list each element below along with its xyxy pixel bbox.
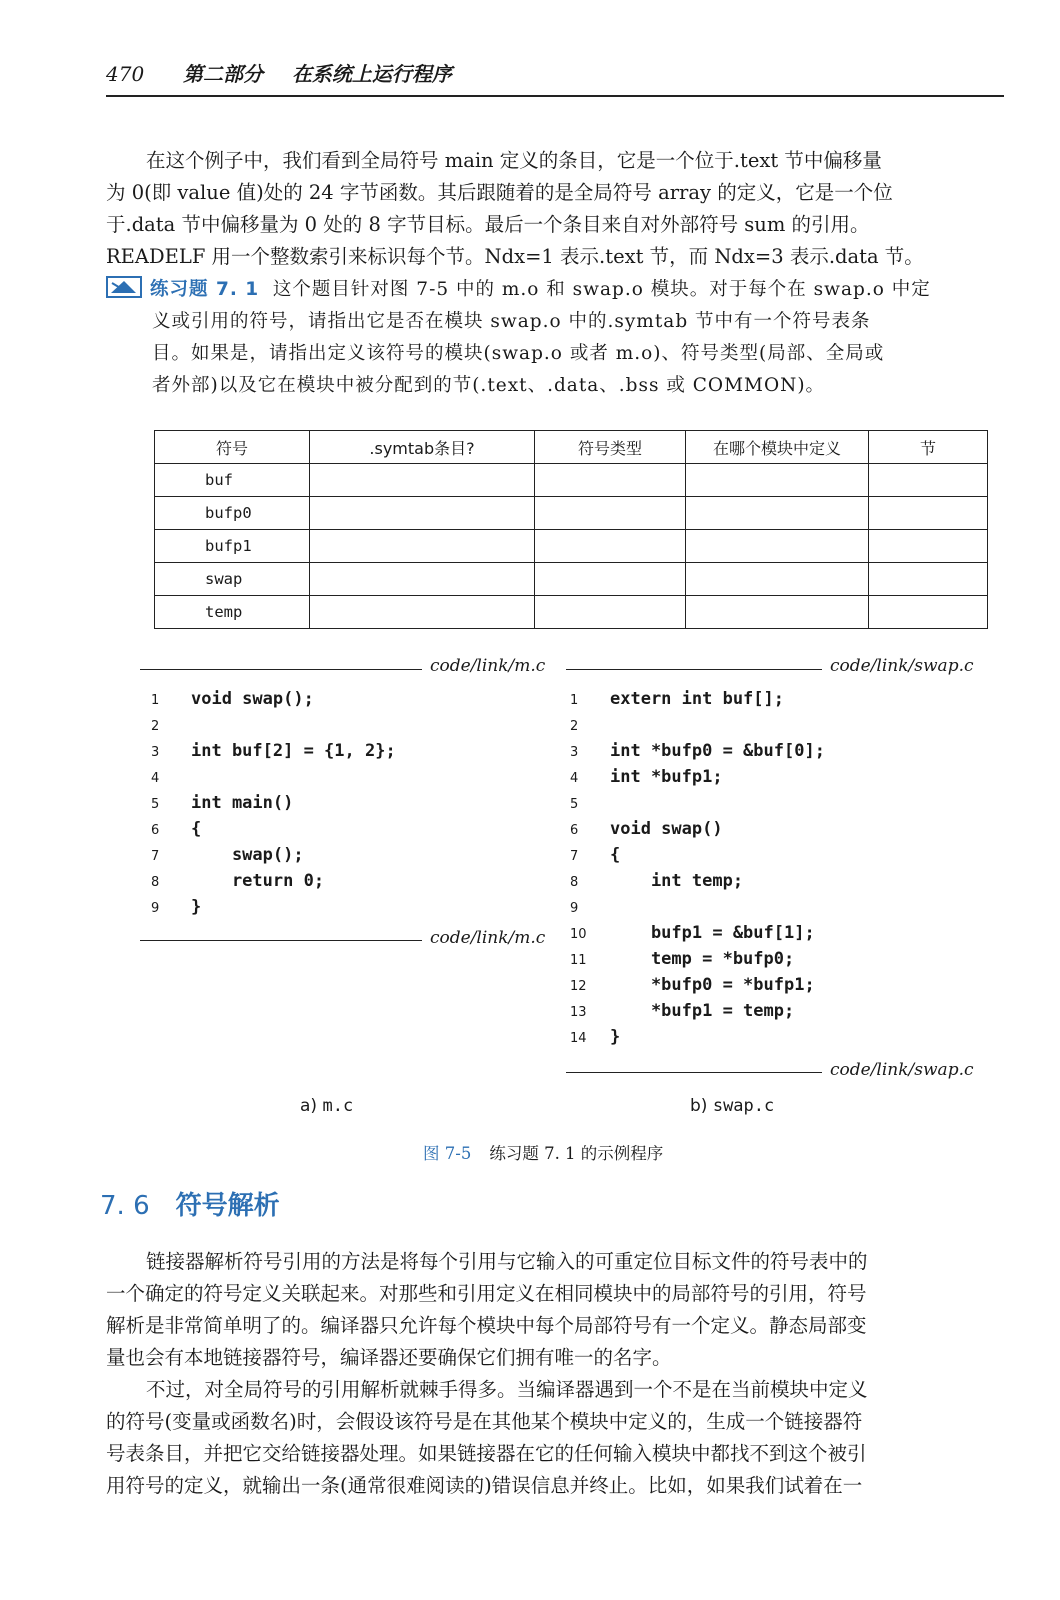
- right-code-listing: [570, 686, 825, 1050]
- line-number: 11: [570, 953, 587, 968]
- code-rule: [566, 1072, 822, 1073]
- symbol-cell: temp: [155, 596, 310, 629]
- code-rule: [140, 940, 422, 941]
- line-number: 7: [570, 849, 579, 864]
- code-line: [151, 712, 396, 738]
- line-number: 5: [151, 797, 160, 812]
- paragraph-line: 不过，对全局符号的引用解析就棘手得多。当编译器遇到一个不是在当前模块中定义: [146, 1378, 868, 1401]
- code-text: bufp1 = &buf[1];: [610, 923, 815, 943]
- answer-cell[interactable]: [310, 530, 535, 563]
- code-line: [151, 790, 396, 816]
- code-text: *bufp1 = temp;: [610, 1001, 795, 1021]
- code-text: {: [191, 819, 202, 839]
- line-number: 8: [570, 875, 579, 890]
- body-paragraph: [106, 1246, 1006, 1374]
- table-header-row: [155, 431, 988, 464]
- line-number: 9: [151, 901, 160, 916]
- subcaption-file: m.c: [322, 1096, 354, 1116]
- paragraph-line: 链接器解析符号引用的方法是将每个引用与它输入的可重定位目标文件的符号表中的: [146, 1250, 868, 1273]
- figure-caption: [423, 1140, 663, 1164]
- paragraph-line: 为 0(即 value 值)处的 24 字节函数。其后跟随着的是全局符号 array 的定义，它是一个位: [106, 181, 893, 204]
- answer-cell[interactable]: [686, 596, 869, 629]
- answer-cell[interactable]: [869, 497, 988, 530]
- exercise-label: 练习题 7. 1: [150, 279, 260, 300]
- answer-cell[interactable]: [535, 497, 686, 530]
- code-text: int *bufp1;: [610, 767, 723, 787]
- left-code-listing: [151, 686, 396, 920]
- code-line: [570, 842, 825, 868]
- line-number: 6: [570, 823, 579, 838]
- table-row: [155, 563, 988, 596]
- symbol-cell: buf: [155, 464, 310, 497]
- exercise-line: 这个题目针对图 7-5 中的 m.o 和 swap.o 模块。对于每个在 swap.o 中定: [272, 279, 931, 300]
- line-number: 5: [570, 797, 579, 812]
- code-line: [570, 790, 825, 816]
- symbol-cell: bufp1: [155, 530, 310, 563]
- section-heading: [100, 1185, 280, 1222]
- right-file-label: code/link/swap.c: [830, 1060, 974, 1080]
- answer-cell[interactable]: [535, 464, 686, 497]
- answer-cell[interactable]: [869, 464, 988, 497]
- code-line: [570, 738, 825, 764]
- page-header: [106, 58, 1004, 97]
- subcaption-a: [300, 1096, 353, 1116]
- right-file-label: code/link/swap.c: [830, 656, 974, 676]
- code-text: swap();: [191, 845, 304, 865]
- subcaption-b: [690, 1096, 774, 1116]
- answer-cell[interactable]: [869, 530, 988, 563]
- line-number: 1: [570, 693, 579, 708]
- code-line: [151, 686, 396, 712]
- line-number: 2: [151, 719, 160, 734]
- exercise-line: 目。如果是，请指出定义该符号的模块(swap.o 或者 m.o)、符号类型(局部、全局或: [152, 343, 885, 364]
- line-number: 8: [151, 875, 160, 890]
- code-line: [151, 816, 396, 842]
- code-text: {: [610, 845, 621, 865]
- table-row: [155, 464, 988, 497]
- section-number: 7. 6: [100, 1191, 150, 1221]
- line-number: 9: [570, 901, 579, 916]
- paragraph-line: 用符号的定义，就输出一条(通常很难阅读的)错误信息并终止。比如，如果我们试着在一: [106, 1474, 863, 1497]
- body-paragraph: [106, 1374, 1006, 1502]
- code-line: [570, 920, 825, 946]
- code-text: temp = *bufp0;: [610, 949, 795, 969]
- symbol-table: [154, 430, 988, 629]
- part-label: 第二部分: [182, 62, 263, 86]
- answer-cell[interactable]: [869, 563, 988, 596]
- column-header: .symtab条目?: [310, 431, 535, 464]
- line-number: 13: [570, 1005, 587, 1020]
- code-line: [151, 764, 396, 790]
- paragraph-line: 于.data 节中偏移量为 0 处的 8 字节目标。最后一个条目来自对外部符号 sum 的引用。: [106, 213, 870, 236]
- table-row: [155, 497, 988, 530]
- figure-number: 图 7-5: [423, 1144, 472, 1163]
- code-line: [151, 868, 396, 894]
- exercise-line: 者外部)以及它在模块中被分配到的节(.text、.data、.bss 或 COMMON)。: [152, 375, 826, 396]
- subcaption-prefix: b): [690, 1096, 713, 1116]
- code-text: *bufp0 = *bufp1;: [610, 975, 815, 995]
- line-number: 3: [570, 745, 579, 760]
- line-number: 4: [151, 771, 160, 786]
- table-row: [155, 530, 988, 563]
- code-line: [570, 816, 825, 842]
- code-text: void swap();: [191, 689, 314, 709]
- pencil-icon: [106, 275, 142, 299]
- column-header: 符号类型: [535, 431, 686, 464]
- code-line: [570, 946, 825, 972]
- line-number: 12: [570, 979, 587, 994]
- code-line: [570, 764, 825, 790]
- line-number: 2: [570, 719, 579, 734]
- exercise-block: [106, 274, 1006, 402]
- answer-cell[interactable]: [686, 530, 869, 563]
- answer-cell[interactable]: [310, 563, 535, 596]
- paragraph-line: 号表条目，并把它交给链接器处理。如果链接器在它的任何输入模块中都找不到这个被引: [106, 1442, 867, 1465]
- paragraph-line: READELF 用一个整数索引来标识每个节。Ndx=1 表示.text 节，而 Ndx=3 表示.data 节。: [106, 245, 924, 268]
- line-number: 4: [570, 771, 579, 786]
- paragraph-line: 在这个例子中，我们看到全局符号 main 定义的条目，它是一个位于.text 节中偏移量: [146, 149, 882, 172]
- answer-cell[interactable]: [310, 596, 535, 629]
- code-line: [570, 686, 825, 712]
- line-number: 1: [151, 693, 160, 708]
- symbol-cell: bufp0: [155, 497, 310, 530]
- paragraph-line: 一个确定的符号定义关联起来。对那些和引用定义在相同模块中的局部符号的引用，符号: [106, 1282, 867, 1305]
- code-text: int main(): [191, 793, 294, 813]
- line-number: 3: [151, 745, 160, 760]
- section-title: 符号解析: [175, 1191, 280, 1221]
- code-rule: [140, 669, 422, 670]
- code-rule: [566, 669, 822, 670]
- code-line: [570, 894, 825, 920]
- left-file-label: code/link/m.c: [430, 656, 546, 676]
- line-number: 14: [570, 1031, 587, 1046]
- code-text: void swap(): [610, 819, 723, 839]
- code-text: int temp;: [610, 871, 744, 891]
- code-line: [570, 972, 825, 998]
- answer-cell[interactable]: [535, 530, 686, 563]
- answer-cell[interactable]: [869, 596, 988, 629]
- code-line: [570, 1024, 825, 1050]
- answer-cell[interactable]: [535, 596, 686, 629]
- paragraph-line: 的符号(变量或函数名)时，会假设该符号是在其他某个模块中定义的，生成一个链接器符: [106, 1410, 863, 1433]
- exercise-line: 义或引用的符号，请指出它是否在模块 swap.o 中的.symtab 节中有一个符号表条: [152, 311, 871, 332]
- line-number: 6: [151, 823, 160, 838]
- subcaption-prefix: a): [300, 1096, 323, 1116]
- part-title: 在系统上运行程序: [291, 62, 452, 86]
- intro-paragraph: [106, 145, 1006, 273]
- code-line: [570, 868, 825, 894]
- code-line: [151, 842, 396, 868]
- code-line: [570, 712, 825, 738]
- column-header: 节: [869, 431, 988, 464]
- answer-cell[interactable]: [310, 464, 535, 497]
- code-text: return 0;: [191, 871, 325, 891]
- table-row: [155, 596, 988, 629]
- code-text: extern int buf[];: [610, 689, 784, 709]
- line-number: 7: [151, 849, 160, 864]
- figure-caption-text: 练习题 7. 1 的示例程序: [489, 1144, 664, 1163]
- code-text: }: [610, 1027, 621, 1047]
- column-header: 在哪个模块中定义: [686, 431, 869, 464]
- code-text: }: [191, 897, 202, 917]
- answer-cell[interactable]: [686, 464, 869, 497]
- answer-cell[interactable]: [310, 497, 535, 530]
- column-header: 符号: [155, 431, 310, 464]
- page-number: 470: [106, 62, 145, 86]
- paragraph-line: 解析是非常简单明了的。编译器只允许每个模块中每个局部符号有一个定义。静态局部变: [106, 1314, 867, 1337]
- answer-cell[interactable]: [686, 563, 869, 596]
- line-number: 10: [570, 927, 587, 942]
- code-line: [570, 998, 825, 1024]
- code-line: [151, 738, 396, 764]
- code-line: [151, 894, 396, 920]
- subcaption-file: swap.c: [712, 1096, 775, 1116]
- paragraph-line: 量也会有本地链接器符号，编译器还要确保它们拥有唯一的名字。: [106, 1346, 672, 1369]
- answer-cell[interactable]: [686, 497, 869, 530]
- symbol-cell: swap: [155, 563, 310, 596]
- answer-cell[interactable]: [535, 563, 686, 596]
- left-file-label: code/link/m.c: [430, 928, 546, 948]
- code-text: int buf[2] = {1, 2};: [191, 741, 396, 761]
- code-text: int *bufp0 = &buf[0];: [610, 741, 825, 761]
